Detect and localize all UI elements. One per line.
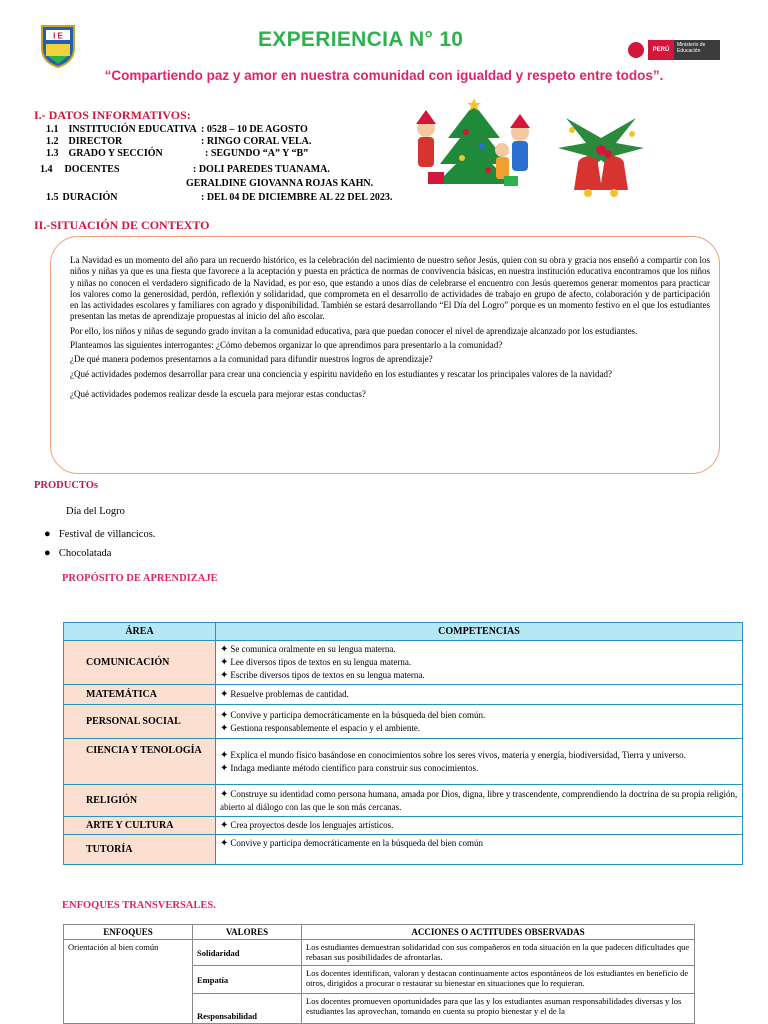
table-row <box>64 685 743 705</box>
competencias-cell <box>216 835 743 865</box>
area-cell: MATEMÁTICA <box>64 685 216 705</box>
col-enfoques: ENFOQUES <box>64 925 193 940</box>
datos-value: : SEGUNDO “A” Y “B” <box>205 148 309 159</box>
star-icon: ✦ <box>220 689 229 700</box>
productos-first: Día del Logro <box>66 506 125 517</box>
area-cell: RELIGIÓN <box>64 785 216 817</box>
competencias-table <box>63 622 743 865</box>
datos-num: 1.2 <box>46 136 59 147</box>
competencias-cell <box>216 641 743 685</box>
competencia-item: Crea proyectos desde los lenguajes artísticos. <box>230 820 394 830</box>
star-icon: ✦ <box>220 838 229 849</box>
enfoque-cell: Orientación al bien común <box>64 940 193 1024</box>
area-cell: ARTE Y CULTURA <box>64 817 216 835</box>
area-cell: CIENCIA Y TENOLOGÍA <box>64 739 216 785</box>
datos-num: 1.1 <box>46 124 59 135</box>
datos-list <box>36 124 416 206</box>
contexto-paragraph: ¿Qué actividades podemos realizar desde la escuela para mejorar estas conductas? <box>70 388 366 399</box>
datos-label: DIRECTOR <box>68 136 123 147</box>
competencia-item: Convive y participa democráticamente en la búsqueda del bien común. <box>230 709 486 720</box>
contexto-paragraph: Por ello, los niños y niñas de segundo grado invitan a la comunidad educativa, para que puedan conocer el nivel de aprendizaje alcanzado por los estudiantes. <box>70 325 638 336</box>
star-icon: ✦ <box>220 670 229 681</box>
valor-cell: Empatía <box>193 966 302 994</box>
christmas-bells-image <box>556 98 646 202</box>
datos-value: : 0528 – 10 DE AGOSTO <box>201 124 308 135</box>
contexto-paragraph: Planteamos las siguientes interrogantes: ¿Cómo debemos organizar lo que aprendimos para presentarlo a la comunidad? <box>70 340 503 351</box>
datos-label: GRADO Y SECCIÓN <box>68 148 163 159</box>
competencias-cell <box>216 785 743 817</box>
col-valores: VALORES <box>193 925 302 940</box>
star-icon: ✦ <box>220 657 229 668</box>
bullet-icon: ● <box>44 547 59 559</box>
contexto-heading: II.-SITUACIÓN DE CONTEXTO <box>34 218 210 232</box>
table-row <box>64 940 695 966</box>
accion-cell: Los docentes promueven oportunidades para que las y los estudiantes asuman responsabilidades diversas y los estudiantes las aprovechan, tomando en cuenta su propio bienestar y el de la <box>302 994 695 1024</box>
peru-label: PERÚ <box>648 40 674 60</box>
peru-shield-icon <box>628 42 644 58</box>
accion-cell: Los docentes identifican, valoran y destacan continuamente actos espontáneos de los estudiantes en beneficio de otros, dirigidos a procurar o restaurar su bienestar en situaciones que lo requieran. <box>302 966 695 994</box>
competencias-cell <box>216 685 743 705</box>
area-cell: PERSONAL SOCIAL <box>64 705 216 739</box>
table-row <box>64 817 743 835</box>
datos-row <box>186 178 416 189</box>
datos-value: GERALDINE GIOVANNA ROJAS KAHN. <box>186 178 374 189</box>
competencia-item: Se comunica oralmente en su lengua materna. <box>230 644 396 654</box>
datos-row <box>46 124 416 135</box>
competencias-cell <box>216 739 743 785</box>
contexto-text <box>70 255 710 403</box>
star-icon: ✦ <box>220 709 229 721</box>
datos-value: : DOLI PAREDES TUANAMA. <box>193 164 330 175</box>
datos-label: INSTITUCIÓN EDUCATIVA <box>68 124 197 135</box>
competencias-cell <box>216 705 743 739</box>
competencia-item: Convive y participa democráticamente en la búsqueda del bien común <box>230 838 484 848</box>
productos-item-label: Chocolatada <box>58 548 112 559</box>
competencia-item: Gestiona responsablemente el espacio y el ambiente. <box>230 722 421 733</box>
school-logo <box>38 22 78 68</box>
table-row <box>64 835 743 865</box>
star-icon: ✦ <box>220 788 229 800</box>
datos-row <box>46 192 416 203</box>
star-icon: ✦ <box>220 644 229 655</box>
christmas-family-image <box>408 98 540 190</box>
datos-label: DURACIÓN <box>62 192 118 203</box>
enfoques-table <box>63 924 695 1024</box>
competencias-cell <box>216 817 743 835</box>
datos-num: 1.4 <box>40 164 53 175</box>
proposito-heading: PROPÓSITO DE APRENDIZAJE <box>62 573 218 584</box>
table-row <box>64 785 743 817</box>
competencia-item: Lee diversos tipos de textos en su lengua materna. <box>230 657 412 667</box>
valor-cell: Solidaridad <box>193 940 302 966</box>
col-acciones: ACCIONES O ACTITUDES OBSERVADAS <box>302 925 695 940</box>
school-logo-text: I E <box>53 31 63 41</box>
table-header-row <box>64 925 695 940</box>
competencia-item: Construye su identidad como persona humana, amada por Dios, digna, libre y trascendente, comprendiendo la doctrina de su propia religión, abierto al diálogo con las que le son más cercanas. <box>220 788 738 812</box>
contexto-paragraph: La Navidad es un momento del año para un recuerdo histórico, es la celebración del nacimiento de nuestro señor Jesús, quien con su obra y gracia nos enseñó a compartir con los niños y niñas ya que es una fiesta que favorece a la aceptación y puesta en práctica de normas de convivencia básicas, en nuestra institución educativa encontramos que los niños y niñas no conocen el verdadero significado de la Navidad, es por eso, que estando a unos días de celebrarse el encuentro con Jesús queremos generar momentos para practicar los valores como la generosidad, perdón, reflexión y solidaridad, que comprometa en el desarrollo de actividades de trabajo en grupo de afecto, colaboración y de participación en las actividades escolares y familiares con agrado y disponibilidad. También se estará desarrollando “El Día del Logro” porque es un momento festivo en el que los estudiantes presentan las metas de aprendizaje propuestas al inicio del año escolar. <box>70 255 710 322</box>
star-icon: ✦ <box>220 722 229 734</box>
datos-heading: I.- DATOS INFORMATIVOS: <box>34 108 191 122</box>
productos-item <box>44 528 155 540</box>
datos-row <box>40 164 416 175</box>
competencia-item: Indaga mediante método científico para construir sus conocimientos. <box>230 762 479 773</box>
competencia-item: Resuelve problemas de cantidad. <box>230 689 349 699</box>
competencia-item: Escribe diversos tipos de textos en su lengua materna. <box>230 670 425 680</box>
col-competencias: COMPETENCIAS <box>216 623 743 641</box>
minedu-logo <box>628 40 720 60</box>
table-row <box>64 705 743 739</box>
table-row <box>64 641 743 685</box>
page-subtitle: “Compartiendo paz y amor en nuestra comunidad con igualdad y respeto entre todos”. <box>104 68 664 83</box>
competencia-item: Explica el mundo físico basándose en conocimientos sobre los seres vivos, materia y energía, biodiversidad, Tierra y universo. <box>230 749 686 760</box>
datos-num: 1.3 <box>46 148 59 159</box>
datos-value: : DEL 04 DE DICIEMBRE AL 22 DEL 2023. <box>201 192 393 203</box>
area-cell: TUTORÍA <box>64 835 216 865</box>
datos-row <box>46 136 416 147</box>
datos-row <box>46 148 416 159</box>
valor-cell: Responsabilidad <box>193 994 302 1024</box>
area-cell: COMUNICACIÓN <box>64 641 216 685</box>
productos-heading: PRODUCTOs <box>34 480 98 491</box>
page-title: EXPERIENCIA N° 10 <box>258 28 464 51</box>
datos-value: : RINGO CORAL VELA. <box>201 136 312 147</box>
accion-cell: Los estudiantes demuestran solidaridad con sus compañeros en toda situación en la que padecen dificultades que rebasan sus posibilidades de afrontarlas. <box>302 940 695 966</box>
ministry-label: Ministerio de Educación <box>674 40 720 60</box>
productos-item <box>44 547 111 559</box>
col-area: ÁREA <box>64 623 216 641</box>
datos-label: DOCENTES <box>64 164 120 175</box>
table-row <box>64 739 743 785</box>
datos-num: 1.5 <box>46 192 59 203</box>
enfoques-heading: ENFOQUES TRANSVERSALES. <box>62 900 216 911</box>
contexto-paragraph: ¿Qué actividades podemos desarrollar para crear una conciencia y espíritu navideño en los estudiantes y rescatar los principales valores de la navidad? <box>70 368 613 379</box>
star-icon: ✦ <box>220 749 229 761</box>
star-icon: ✦ <box>220 762 229 774</box>
table-header-row <box>64 623 743 641</box>
productos-item-label: Festival de villancicos. <box>58 529 156 540</box>
contexto-paragraph: ¿De qué manera podemos presentarnos a la comunidad para difundir nuestros logros de aprendizaje? <box>70 354 433 365</box>
star-icon: ✦ <box>220 820 229 831</box>
bullet-icon: ● <box>44 528 59 540</box>
